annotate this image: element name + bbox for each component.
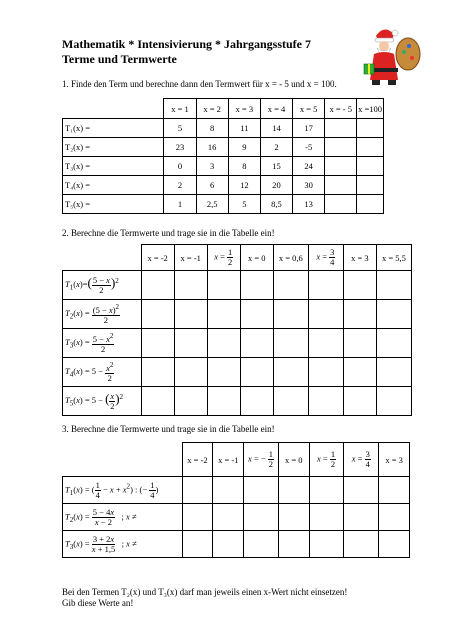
table-cell[interactable] xyxy=(343,387,376,416)
table-cell[interactable] xyxy=(174,300,207,329)
table-cell[interactable] xyxy=(240,329,273,358)
task3-col-header: x = -2 xyxy=(182,443,213,477)
task1-col-header: x = 4 xyxy=(260,99,292,119)
table-cell[interactable] xyxy=(309,477,344,504)
table-cell[interactable]: 23 xyxy=(164,138,196,157)
table-cell[interactable] xyxy=(309,504,344,531)
table-cell[interactable]: 15 xyxy=(260,157,292,176)
table-cell[interactable] xyxy=(325,157,357,176)
table-cell[interactable]: 8,5 xyxy=(260,195,292,214)
row-label: T₅(x) = xyxy=(63,195,164,214)
task3-col-header: x = 3 xyxy=(379,443,410,477)
table-cell[interactable] xyxy=(240,271,273,300)
task2-col-header: x = 0,6 xyxy=(273,245,308,271)
table-cell[interactable]: 5 xyxy=(164,119,196,138)
table-cell[interactable]: 14 xyxy=(260,119,292,138)
task2-col-header: x = 3 xyxy=(343,245,376,271)
table-row xyxy=(63,157,384,176)
table-cell[interactable] xyxy=(357,119,384,138)
table-cell[interactable] xyxy=(308,329,343,358)
table-cell[interactable]: 2,5 xyxy=(196,195,228,214)
page-title: Mathematik * Intensivierung * Jahrgangsstufe 7 xyxy=(62,37,312,51)
table-cell[interactable] xyxy=(213,504,244,531)
task1-col-header: x = 5 xyxy=(293,99,325,119)
table-cell[interactable] xyxy=(273,329,308,358)
table-cell[interactable] xyxy=(325,195,357,214)
table-cell[interactable]: 2 xyxy=(164,176,196,195)
santa-claus-illustration xyxy=(362,24,422,88)
row-label: T₃(x) = xyxy=(63,157,164,176)
table-cell[interactable]: 0 xyxy=(164,157,196,176)
table-cell[interactable] xyxy=(325,119,357,138)
table-cell[interactable] xyxy=(325,138,357,157)
table-cell[interactable] xyxy=(376,271,411,300)
table-cell[interactable] xyxy=(141,358,174,387)
task1-table xyxy=(62,98,384,214)
table-cell[interactable] xyxy=(278,531,309,558)
table-cell[interactable] xyxy=(343,358,376,387)
table-cell[interactable] xyxy=(273,358,308,387)
table-cell[interactable]: 8 xyxy=(228,157,260,176)
table-cell[interactable] xyxy=(182,504,213,531)
table-cell[interactable] xyxy=(244,531,279,558)
table-cell[interactable] xyxy=(213,477,244,504)
term-label: $T_1(x)=$( $\frac{5 - x}{2}$ )$^2$ xyxy=(63,271,142,300)
table-cell[interactable] xyxy=(379,531,410,558)
table-row xyxy=(63,329,412,358)
table-row xyxy=(63,387,412,416)
table-cell[interactable]: 11 xyxy=(228,119,260,138)
table-cell[interactable] xyxy=(207,271,240,300)
table-row xyxy=(63,195,384,214)
table-cell[interactable] xyxy=(141,271,174,300)
task3-col-header: x = -1 xyxy=(213,443,244,477)
task2-col-header: x = 0 xyxy=(240,245,273,271)
task2-col-header: x = $\frac{1}{2}$ xyxy=(207,245,240,271)
table-cell[interactable] xyxy=(308,300,343,329)
table-cell[interactable] xyxy=(182,531,213,558)
table-cell[interactable]: 8 xyxy=(196,119,228,138)
task2-col-header: x = 5,5 xyxy=(376,245,411,271)
table-cell[interactable] xyxy=(273,387,308,416)
table-cell[interactable] xyxy=(308,271,343,300)
task2-header-row xyxy=(63,245,412,271)
task3-prompt: 3. Berechne die Termwerte und trage sie in die Tabelle ein! xyxy=(62,424,275,434)
table-cell[interactable] xyxy=(308,387,343,416)
table-cell[interactable]: 1 xyxy=(164,195,196,214)
table-cell[interactable] xyxy=(376,300,411,329)
table-cell[interactable] xyxy=(357,138,384,157)
table-cell[interactable] xyxy=(141,387,174,416)
task1-header-row xyxy=(63,99,384,119)
table-row xyxy=(63,138,384,157)
table-cell[interactable] xyxy=(207,329,240,358)
table-cell[interactable] xyxy=(344,477,379,504)
table-cell[interactable] xyxy=(213,531,244,558)
table-cell[interactable] xyxy=(174,358,207,387)
row-label: T₂(x) = xyxy=(63,138,164,157)
task2-table xyxy=(62,244,412,416)
table-cell[interactable] xyxy=(376,387,411,416)
row-label: T₄(x) = xyxy=(63,176,164,195)
table-row xyxy=(63,176,384,195)
table-row xyxy=(63,358,412,387)
task2-col-header: x = -1 xyxy=(174,245,207,271)
task2-prompt: 2. Berechne die Termwerte und trage sie in die Tabelle ein! xyxy=(62,228,275,238)
task1-prompt: 1. Finde den Term und berechne dann den Termwert für x = - 5 und x = 100. xyxy=(62,79,337,89)
table-cell[interactable] xyxy=(343,329,376,358)
table-cell[interactable] xyxy=(141,300,174,329)
table-cell[interactable] xyxy=(207,358,240,387)
table-cell[interactable] xyxy=(357,176,384,195)
table-cell[interactable]: 20 xyxy=(260,176,292,195)
term-label: $T_2(x)$ = $\frac{(5 - x)^2}{2}$ xyxy=(63,300,142,329)
table-cell[interactable] xyxy=(244,504,279,531)
task3-table xyxy=(62,442,410,558)
table-cell[interactable]: 6 xyxy=(196,176,228,195)
table-cell[interactable] xyxy=(308,358,343,387)
table-cell[interactable] xyxy=(343,300,376,329)
table-cell[interactable] xyxy=(240,358,273,387)
footer-question: Gib diese Werte an! xyxy=(62,598,134,608)
table-cell[interactable] xyxy=(376,329,411,358)
table-cell[interactable] xyxy=(174,271,207,300)
table-cell[interactable] xyxy=(174,329,207,358)
table-cell[interactable] xyxy=(379,504,410,531)
table-cell[interactable]: 17 xyxy=(293,119,325,138)
task1-col-header: x = 1 xyxy=(164,99,196,119)
term-label: $T_4(x) = 5$ − $\frac{x^2}{2}$ xyxy=(63,358,142,387)
table-cell[interactable]: 3 xyxy=(196,157,228,176)
table-row xyxy=(63,271,412,300)
table-cell[interactable] xyxy=(379,477,410,504)
table-cell[interactable] xyxy=(278,477,309,504)
task1-col-header: x =100 xyxy=(357,99,384,119)
table-cell[interactable] xyxy=(182,477,213,504)
table-cell[interactable]: 13 xyxy=(293,195,325,214)
table-row xyxy=(63,300,412,329)
table-cell[interactable] xyxy=(309,531,344,558)
table-row xyxy=(63,504,410,531)
task2-col-header: x = $\frac{3}{4}$ xyxy=(308,245,343,271)
table-cell[interactable] xyxy=(357,195,384,214)
row-label: T₁(x) = xyxy=(63,119,164,138)
table-cell[interactable] xyxy=(344,531,379,558)
term-label: $T_3(x)$ = $\frac{5 - x^2}{2}$ xyxy=(63,329,142,358)
task1-col-header: x = - 5 xyxy=(325,99,357,119)
term-label: $T_5(x) = 5$ − ( $\frac{x}{2}$ )$^2$ xyxy=(63,387,142,416)
task3-col-header: x = 0 xyxy=(278,443,309,477)
table-cell[interactable] xyxy=(376,358,411,387)
term-label: $T_2(x)$ = $\frac{5 - 4x}{x - 2}$ ; x ≠ xyxy=(63,504,183,531)
table-cell[interactable] xyxy=(174,387,207,416)
table-cell[interactable] xyxy=(343,271,376,300)
table-cell[interactable] xyxy=(273,300,308,329)
table-cell[interactable] xyxy=(240,387,273,416)
term-label: $T_1(x)$ = ( $\frac{1}{4}$ − $x + x^2$) : (− $\frac{1}{4}$ ) xyxy=(63,477,183,504)
table-cell[interactable]: 9 xyxy=(228,138,260,157)
table-cell[interactable]: 12 xyxy=(228,176,260,195)
task3-col-header: x = $\frac{3}{4}$ xyxy=(344,443,379,477)
table-cell[interactable]: 24 xyxy=(293,157,325,176)
table-cell[interactable] xyxy=(357,157,384,176)
table-row xyxy=(63,477,410,504)
table-cell[interactable] xyxy=(240,300,273,329)
table-cell[interactable] xyxy=(207,387,240,416)
table-row xyxy=(63,531,410,558)
table-row xyxy=(63,119,384,138)
table-cell[interactable]: 5 xyxy=(228,195,260,214)
table-cell[interactable] xyxy=(325,176,357,195)
term-label: $T_3(x)$ = $\frac{3 + 2x}{x + 1,5}$ ; x ≠ xyxy=(63,531,183,558)
task1-col-header: x = 2 xyxy=(196,99,228,119)
table-cell[interactable] xyxy=(141,329,174,358)
task3-col-header: x = − $\frac{1}{2}$ xyxy=(244,443,279,477)
task1-col-header: x = 3 xyxy=(228,99,260,119)
table-cell[interactable]: 16 xyxy=(196,138,228,157)
table-cell[interactable] xyxy=(344,504,379,531)
footer-note: Bei den Termen T₂(x) und T₃(x) darf man jeweils einen x-Wert nicht einsetzen! xyxy=(62,587,348,597)
table-cell[interactable] xyxy=(207,300,240,329)
task3-header-row xyxy=(63,443,410,477)
task3-col-header: x = $\frac{1}{2}$ xyxy=(309,443,344,477)
table-cell[interactable] xyxy=(244,477,279,504)
task2-col-header: x = -2 xyxy=(141,245,174,271)
table-cell[interactable] xyxy=(278,504,309,531)
table-cell[interactable]: 2 xyxy=(260,138,292,157)
table-cell[interactable]: 30 xyxy=(293,176,325,195)
table-cell[interactable] xyxy=(273,271,308,300)
table-cell[interactable]: -5 xyxy=(293,138,325,157)
page-subtitle: Terme und Termwerte xyxy=(62,52,177,66)
